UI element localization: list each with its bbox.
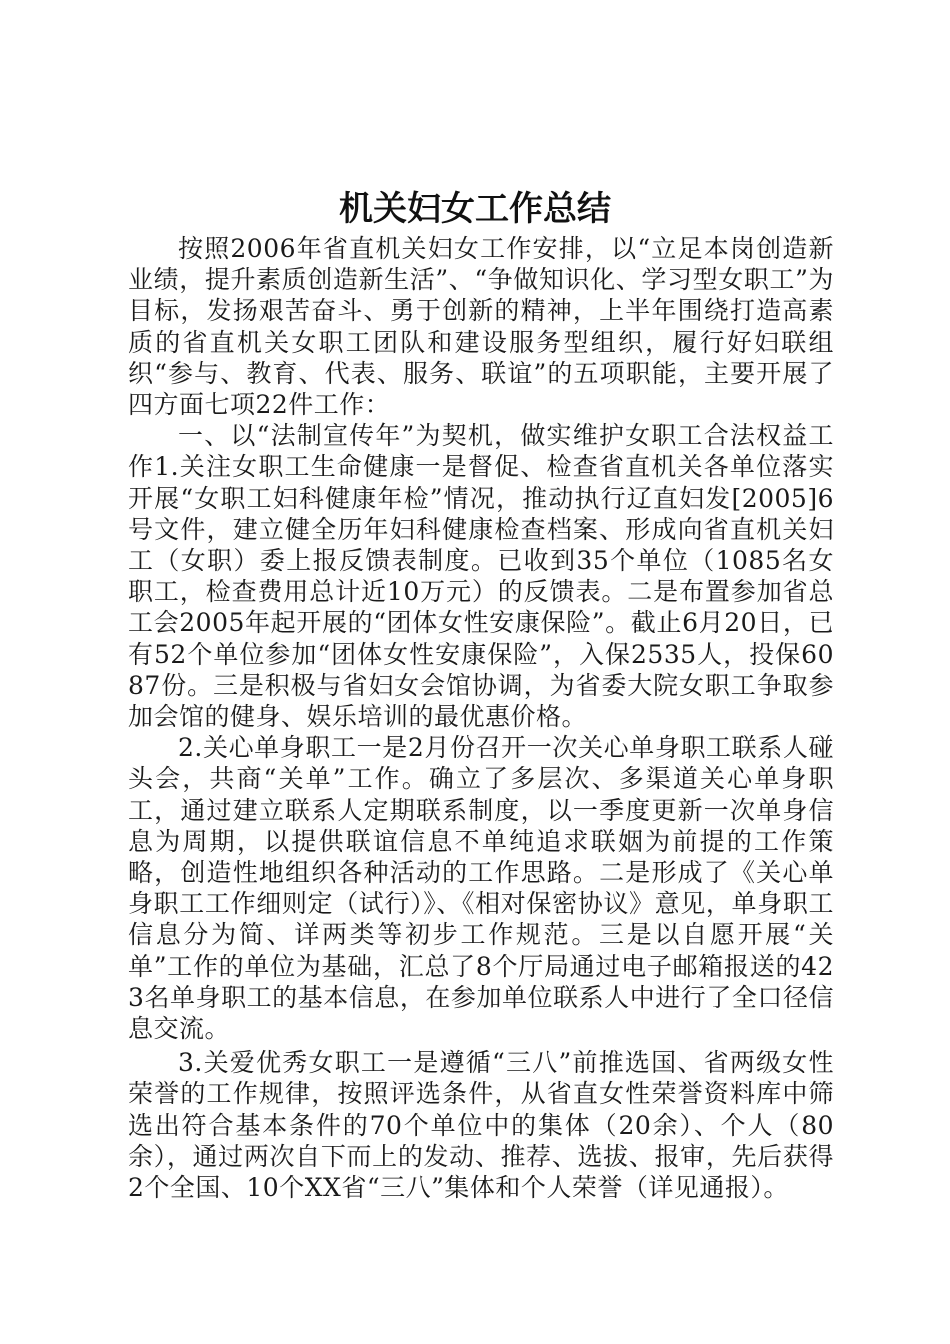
- paragraph-intro: 按照2006年省直机关妇女工作安排，以“立足本岗创造新业绩，提升素质创造新生活”、“争做知识化、学习型女职工”为目标，发扬艰苦奋斗、勇于创新的精神，上半年围绕打造高素质的省直机关女职工团队和建设服务型组织，履行好妇联组织“参与、教育、代表、服务、联谊”的五项职能，主要开展了四方面七项22件工作：: [128, 234, 834, 420]
- document-title: 机关妇女工作总结: [339, 189, 611, 229]
- paragraph-section-one: 一、以“法制宣传年”为契机，做实维护女职工合法权益工作1.关注女职工生命健康一是督促、检查省直机关各单位落实开展“女职工妇科健康年检”情况，推动执行辽直妇发[2005]6号文件，建立健全历年妇科健康检查档案、形成向省直机关妇工（女职）委上报反馈表制度。已收到35个单位（1085名女职工，检查费用总计近10万元）的反馈表。二是布置参加省总工会2005年起开展的“团体女性安康保险”。截止6月20日，已有52个单位参加“团体女性安康保险”，入保2535人，投保6087份。三是积极与省妇女会馆协调，为省委大院女职工争取参加会馆的健身、娱乐培训的最优惠价格。: [128, 421, 834, 732]
- paragraph-single-staff: 2.关心单身职工一是2月份召开一次关心单身职工联系人碰头会，共商“关单”工作。确立了多层次、多渠道关心单身职工，通过建立联系人定期联系制度，以一季度更新一次单身信息为周期，以提供联谊信息不单纯追求联姻为前提的工作策略，创造性地组织各种活动的工作思路。二是形成了《关心单身职工工作细则定（试行）》、《相对保密协议》意见，单身职工信息分为简、详两类等初步工作规范。三是以自愿开展“关单”工作的单位为基础，汇总了8个厅局通过电子邮箱报送的423名单身职工的基本信息，在参加单位联系人中进行了全口径信息交流。: [128, 733, 834, 1044]
- document-body: [128, 233, 834, 1203]
- paragraph-outstanding-staff: 3.关爱优秀女职工一是遵循“三八”前推选国、省两级女性荣誉的工作规律，按照评选条件，从省直女性荣誉资料库中筛选出符合基本条件的70个单位中的集体（20余）、个人（80余），通过两次自下而上的发动、推荐、选拔、报审，先后获得2个全国、10个XX省“三八”集体和个人荣誉（详见通报）。: [128, 1048, 834, 1203]
